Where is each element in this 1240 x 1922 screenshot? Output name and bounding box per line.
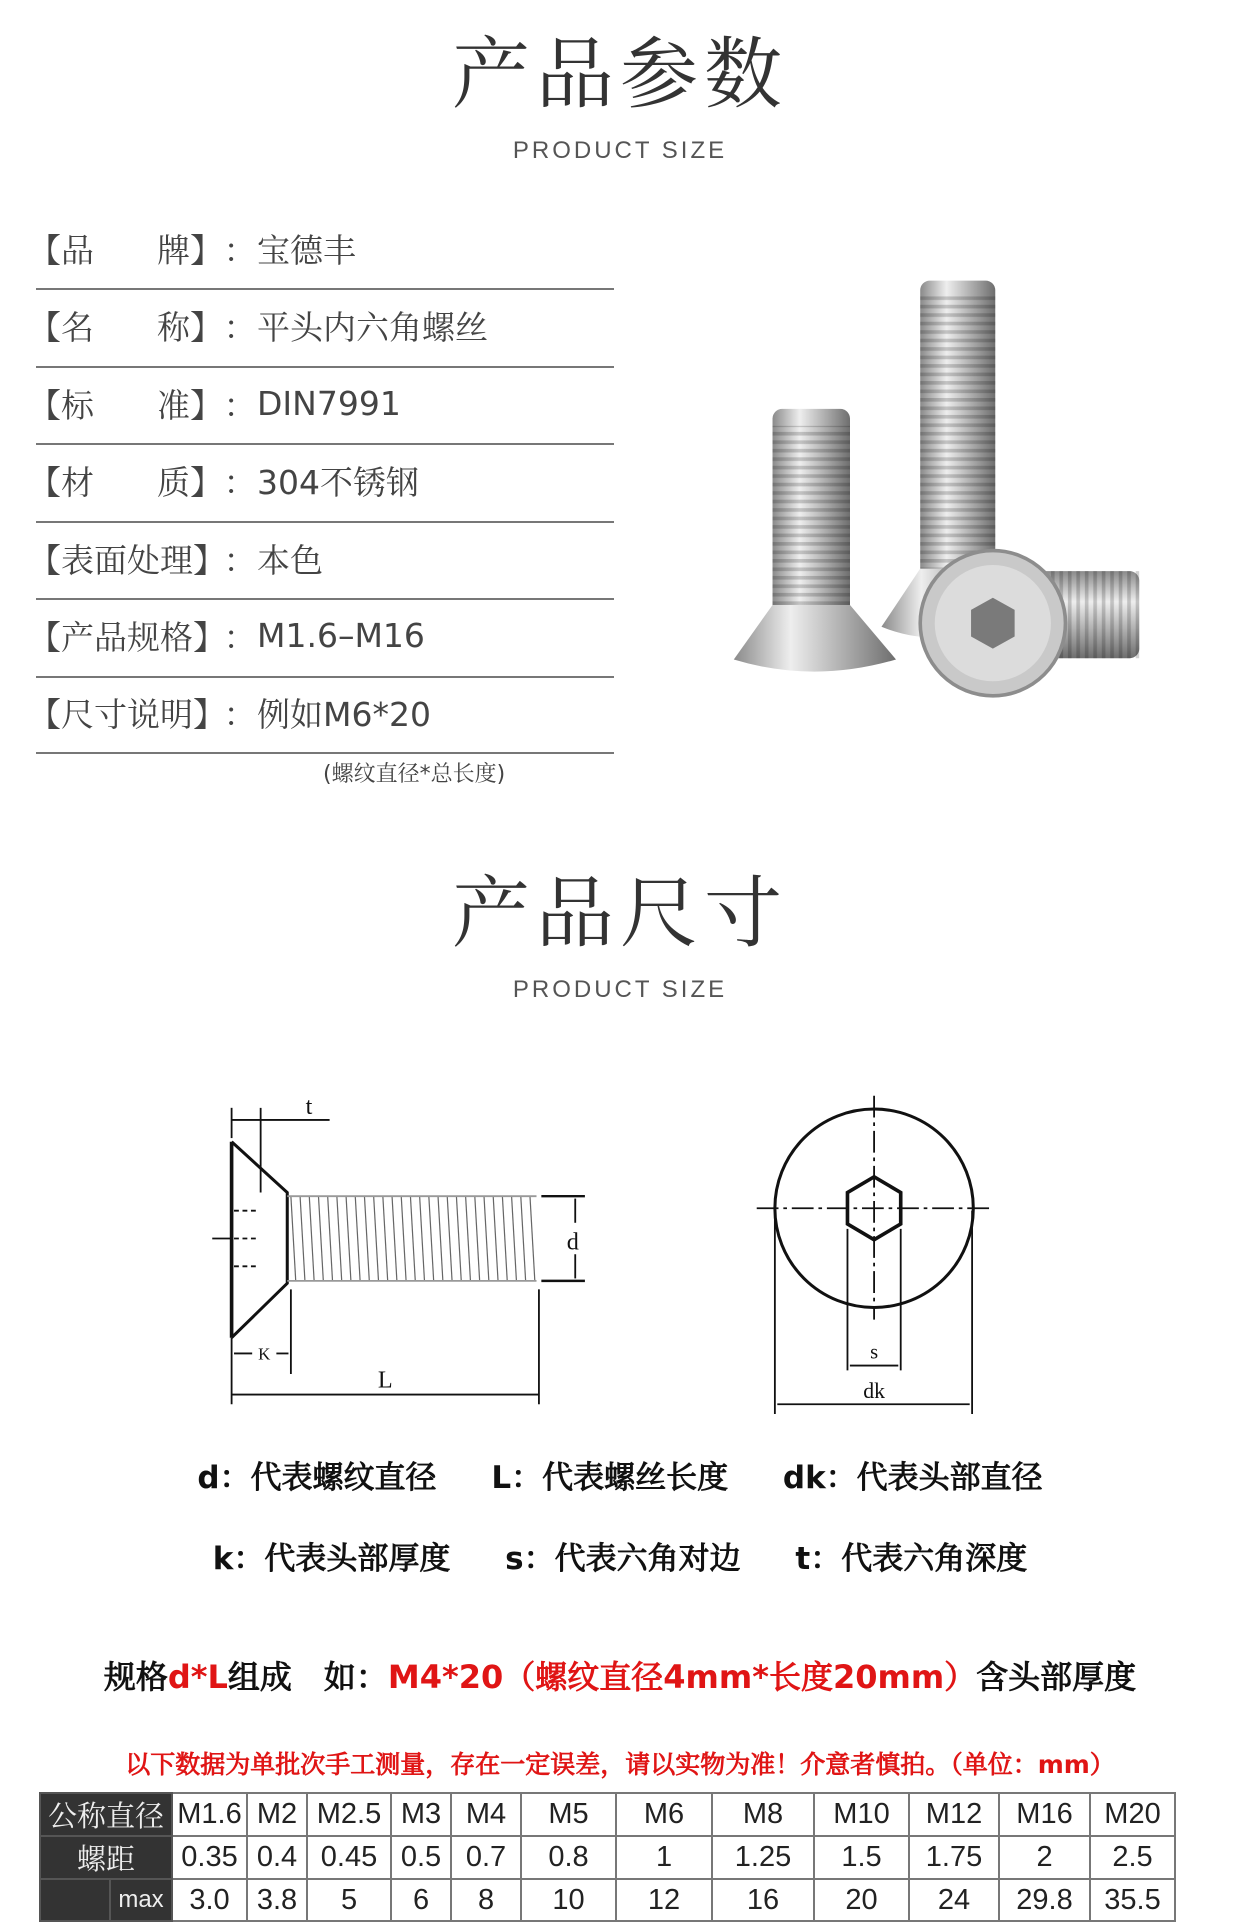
thread-line xyxy=(328,1196,333,1281)
table-cell: M3 xyxy=(391,1793,451,1836)
table-cell: 8 xyxy=(451,1879,521,1921)
thread-line xyxy=(410,1196,415,1281)
table-cell: 2 xyxy=(999,1836,1090,1879)
row-label xyxy=(40,1879,110,1921)
table-cell: 0.35 xyxy=(172,1836,247,1879)
table-cell: 1.5 xyxy=(814,1836,909,1879)
param-colon: ： xyxy=(223,462,257,502)
side-view xyxy=(212,1093,585,1404)
dimension-diagram xyxy=(0,1080,1240,1420)
legend-t: t：代表六角深度 xyxy=(795,1541,1028,1577)
table-cell: 1.25 xyxy=(712,1836,814,1879)
thread-line xyxy=(493,1196,498,1281)
spec-example-value: M4*20（螺纹直径4mm*长度20mm） xyxy=(387,1658,977,1696)
table-cell: 10 xyxy=(521,1879,616,1921)
thread-line xyxy=(318,1196,323,1281)
row-sublabel: max xyxy=(110,1879,172,1921)
table-cell: 3.8 xyxy=(247,1879,307,1921)
param-label-left: 【材 xyxy=(28,462,94,502)
table-cell: 1 xyxy=(616,1836,712,1879)
table-cell: 24 xyxy=(909,1879,999,1921)
param-label-right: 称】 xyxy=(157,307,223,347)
thread-line xyxy=(438,1196,443,1281)
param-colon: ： xyxy=(223,307,257,347)
short-screw xyxy=(734,409,896,672)
table-cell: 20 xyxy=(814,1879,909,1921)
table-cell: M1.6 xyxy=(172,1793,247,1836)
product-photo xyxy=(0,260,1240,720)
section-subtitle-size: PRODUCT SIZE xyxy=(512,976,728,1003)
thread-line xyxy=(337,1196,342,1281)
thread-line xyxy=(502,1196,507,1281)
thread-line xyxy=(530,1196,535,1281)
table-cell: M2 xyxy=(247,1793,307,1836)
table-cell: 0.7 xyxy=(451,1836,521,1879)
label-dk: dk xyxy=(863,1379,885,1404)
thread-line xyxy=(346,1196,351,1281)
thread-line xyxy=(521,1196,526,1281)
param-colon: ： xyxy=(223,617,257,657)
table-cell: M6 xyxy=(616,1793,712,1836)
lying-screw xyxy=(920,551,1139,696)
legend-k: k：代表头部厚度 xyxy=(212,1541,451,1577)
label-d: d xyxy=(566,1228,579,1256)
legend-s: s：代表六角对边 xyxy=(505,1541,741,1577)
spec-text: 含头部厚度 xyxy=(976,1658,1137,1696)
thread-line xyxy=(300,1196,305,1281)
thread-line xyxy=(383,1196,388,1281)
table-cell: M5 xyxy=(521,1793,616,1836)
param-colon: ： xyxy=(223,694,257,734)
spec-text: 组成 如： xyxy=(227,1658,388,1696)
table-cell: 0.5 xyxy=(391,1836,451,1879)
table-cell: 6 xyxy=(391,1879,451,1921)
thread-line xyxy=(420,1196,425,1281)
thread-line xyxy=(401,1196,406,1281)
param-label-left: 【表面处理】 xyxy=(28,540,226,580)
param-value: 宝德丰 xyxy=(257,230,356,270)
label-l: L xyxy=(377,1366,393,1394)
section-title-params: 产品参数 xyxy=(451,30,788,120)
table-cell: 3.0 xyxy=(172,1879,247,1921)
label-t: t xyxy=(305,1092,313,1120)
thread-line xyxy=(512,1196,517,1281)
thread-line xyxy=(484,1196,489,1281)
thread-line xyxy=(466,1196,471,1281)
table-cell: 0.4 xyxy=(247,1836,307,1879)
legend-row-1 xyxy=(0,1452,1240,1497)
measurement-warning: 以下数据为单批次手工测量，存在一定误差，请以实物为准！介意者慎拍。（单位：mm） xyxy=(125,1750,1115,1779)
table-cell: 5 xyxy=(307,1879,391,1921)
table-cell: 0.45 xyxy=(307,1836,391,1879)
spec-text: 规格 xyxy=(103,1658,168,1696)
top-view xyxy=(757,1096,991,1414)
table-row xyxy=(40,1879,1175,1921)
spec-example xyxy=(0,1652,1240,1698)
param-label-left: 【产品规格】 xyxy=(28,617,226,657)
param-value: 平头内六角螺丝 xyxy=(257,307,488,347)
section-subtitle-params: PRODUCT SIZE xyxy=(512,137,728,164)
param-label-left: 【尺寸说明】 xyxy=(28,694,226,734)
table-cell: 2.5 xyxy=(1090,1836,1175,1879)
spec-formula: d*L xyxy=(167,1658,228,1696)
table-cell: 12 xyxy=(616,1879,712,1921)
table-cell: M12 xyxy=(909,1793,999,1836)
param-colon: ： xyxy=(223,385,257,425)
row-label: 公称直径 xyxy=(40,1793,172,1836)
table-row xyxy=(40,1793,1175,1836)
row-label: 螺距 xyxy=(40,1836,172,1879)
thread-line xyxy=(364,1196,369,1281)
param-label-right: 质】 xyxy=(157,462,223,502)
table-cell: M20 xyxy=(1090,1793,1175,1836)
table-cell: M2.5 xyxy=(307,1793,391,1836)
param-label-left: 【名 xyxy=(28,307,94,347)
legend-row-2 xyxy=(0,1533,1240,1578)
param-label-left: 【品 xyxy=(28,230,94,270)
thread-line xyxy=(374,1196,379,1281)
param-colon: ： xyxy=(223,540,257,580)
label-s: s xyxy=(870,1341,879,1364)
param-value: 例如M6*20 xyxy=(257,694,431,734)
param-label-left: 【标 xyxy=(28,385,94,425)
legend-l: L：代表螺丝长度 xyxy=(491,1460,729,1496)
size-table xyxy=(39,1792,1176,1922)
legend-dk: dk：代表头部直径 xyxy=(782,1460,1043,1496)
table-cell: M8 xyxy=(712,1793,814,1836)
table-cell: 29.8 xyxy=(999,1879,1090,1921)
table-cell: M10 xyxy=(814,1793,909,1836)
size-note: (螺纹直径*总长度) xyxy=(323,762,506,787)
table-cell: M16 xyxy=(999,1793,1090,1836)
param-value: 本色 xyxy=(257,540,323,580)
thread-line xyxy=(392,1196,397,1281)
param-value: 304不锈钢 xyxy=(257,462,419,502)
thread-line xyxy=(355,1196,360,1281)
thread-line xyxy=(447,1196,452,1281)
param-value: M1.6–M16 xyxy=(257,615,425,655)
thread-line xyxy=(309,1196,314,1281)
param-label-right: 牌】 xyxy=(157,230,223,270)
table-cell: M4 xyxy=(451,1793,521,1836)
table-cell: 35.5 xyxy=(1090,1879,1175,1921)
param-colon: ： xyxy=(223,230,257,270)
param-label-right: 准】 xyxy=(157,385,223,425)
param-value: DIN7991 xyxy=(257,383,401,423)
table-cell: 1.75 xyxy=(909,1836,999,1879)
section-title-size: 产品尺寸 xyxy=(451,869,788,959)
legend-d: d：代表螺纹直径 xyxy=(197,1460,437,1496)
table-cell: 0.8 xyxy=(521,1836,616,1879)
thread-line xyxy=(291,1196,296,1281)
thread-line xyxy=(456,1196,461,1281)
table-row xyxy=(40,1836,1175,1879)
thread-line xyxy=(429,1196,434,1281)
label-k: K xyxy=(258,1344,271,1364)
table-cell: 16 xyxy=(712,1879,814,1921)
divider xyxy=(36,752,614,754)
thread-line xyxy=(475,1196,480,1281)
